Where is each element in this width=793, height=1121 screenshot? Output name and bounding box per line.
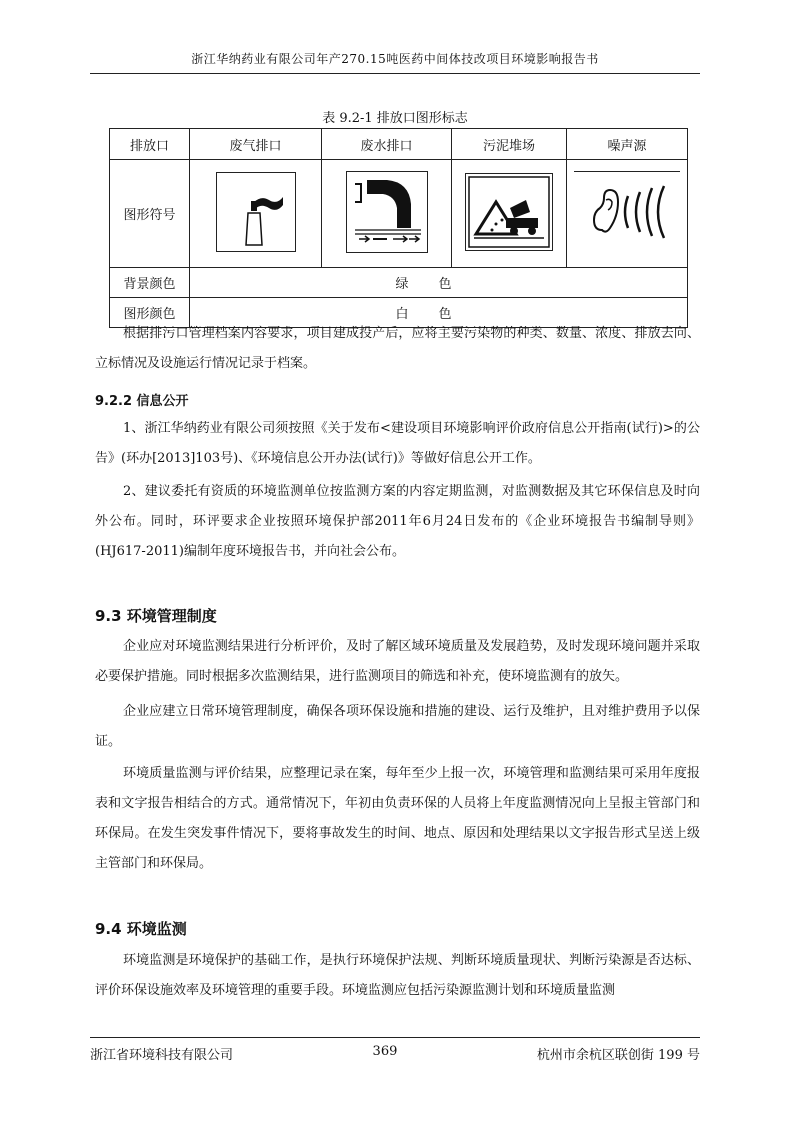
header-cell: 废气排口	[190, 129, 322, 160]
section-heading-9-3: 9.3 环境管理制度	[95, 607, 217, 625]
page-footer	[90, 1037, 700, 1063]
noise-source-icon	[574, 171, 680, 252]
background-color-value: 绿色	[190, 268, 688, 298]
sludge-dump-icon	[465, 173, 553, 251]
outlet-sign-table	[109, 128, 688, 328]
page-number: 369	[372, 1044, 398, 1059]
paragraph: 环境质量监测与评价结果，应整理记录在案，每年至少上报一次，环境管理和监测结果可采用年度报表和文字报告相结合的方式。通常情况下，年初由负责环保的人员将上年度监测情况向上呈报主管部门和环保局。在发生突发事件情况下，要将事故发生的时间、地点、原因和处理结果以文字报告形式呈送上级主管部门和环保局。	[95, 766, 700, 871]
paragraph: 1、浙江华纳药业有限公司须按照《关于发布<建设项目环境影响评价政府信息公开指南(试行)>的公告》(环办[2013]103号)、《环境信息公开办法(试行)》等做好信息公开工作。	[95, 421, 700, 466]
graphic-color-value: 白色	[190, 298, 688, 328]
table-header-row	[110, 129, 688, 160]
section-heading-9-2-2: 9.2.2 信息公开	[95, 394, 189, 409]
header-cell: 废水排口	[322, 129, 452, 160]
header-cell: 污泥堆场	[452, 129, 567, 160]
table-caption: 表 9.2-1 排放口图形标志	[322, 111, 468, 126]
header-cell: 排放口	[110, 129, 190, 160]
paragraph: 企业应建立日常环境管理制度，确保各项环保设施和措施的建设、运行及维护，且对维护费用予以保证。	[95, 704, 700, 749]
paragraph: 环境监测是环境保护的基础工作，是执行环境保护法规、判断环境质量现状、判断污染源是否达标、评价环保设施效率及环境管理的重要手段。环境监测应包括污染源监测计划和环境质量监测	[95, 953, 700, 998]
row-label: 图形颜色	[110, 298, 190, 328]
header-cell: 噪声源	[567, 129, 688, 160]
symbol-cell	[190, 160, 322, 268]
paragraph: 根据排污口管理档案内容要求，项目建成投产后，应将主要污染物的种类、数量、浓度、排放去向、立标情况及设施运行情况记录于档案。	[95, 326, 700, 371]
footer-address: 杭州市余杭区联创街 199 号	[536, 1048, 700, 1063]
paragraph: 企业应对环境监测结果进行分析评价，及时了解区域环境质量及发展趋势，及时发现环境问题并采取必要保护措施。同时根据多次监测结果，进行监测项目的筛选和补充，使环境监测有的放矢。	[95, 639, 700, 684]
background-color-row	[110, 268, 688, 298]
paragraph: 2、建议委托有资质的环境监测单位按监测方案的内容定期监测，对监测数据及其它环保信息及时向外公布。同时，环评要求企业按照环境保护部2011年6月24日发布的《企业环境报告书编制导则》(HJ617-2011)编制年度环境报告书，并向社会公布。	[95, 484, 700, 559]
page-header: 浙江华纳药业有限公司年产270.15吨医药中间体技改项目环境影响报告书	[90, 50, 700, 74]
row-label: 图形符号	[110, 160, 190, 268]
symbol-row	[110, 160, 688, 268]
symbol-cell	[452, 160, 567, 268]
section-heading-9-4: 9.4 环境监测	[95, 920, 187, 938]
symbol-cell	[567, 160, 688, 268]
footer-company: 浙江省环境科技有限公司	[90, 1048, 234, 1063]
symbol-cell	[322, 160, 452, 268]
row-label: 背景颜色	[110, 268, 190, 298]
chimney-icon	[216, 172, 296, 252]
wastewater-outlet-icon	[346, 171, 428, 253]
